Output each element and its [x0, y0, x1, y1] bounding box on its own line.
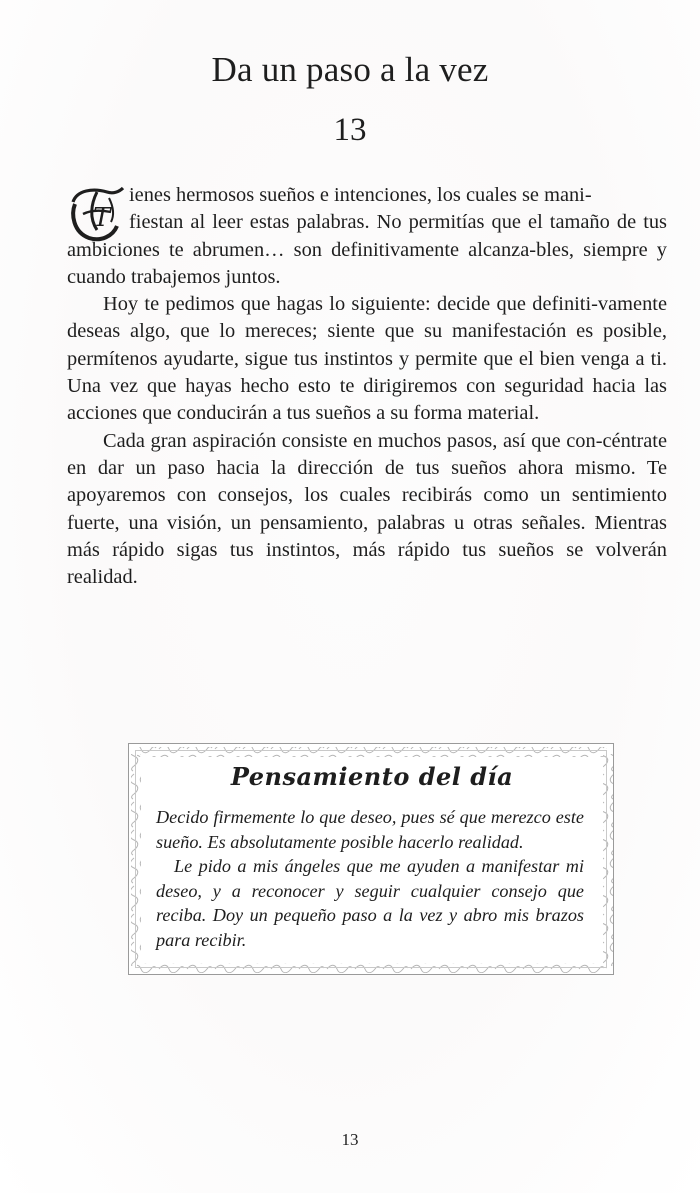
drop-cap-letter: T [93, 203, 111, 233]
thought-box-text [156, 805, 584, 952]
body-text [67, 182, 667, 591]
page-number: 13 [341, 1130, 359, 1149]
thought-box-title: Pensamiento del día [230, 762, 514, 791]
chapter-number: 13 [333, 112, 367, 148]
paragraph-1-line-1: ienes hermosos sueños e intenciones, los cuales se mani- [129, 184, 592, 206]
thought-paragraph-1: Decido firmemente lo que deseo, pues sé que merezco este sueño. Es absolutamente posible hacerlo realidad. [156, 807, 584, 852]
paragraph-2: Hoy te pedimos que hagas lo siguiente: decide que definiti-vamente deseas algo, que lo mereces; siente que su manifestación es posible, permítenos ayudarte, sigue tus instintos y permite que el bien venga a ti. Una vez que hayas hecho esto te dirigiremos con seguridad hacia las acciones que conducirán a tus sueños a su forma material. [67, 293, 667, 425]
paragraph-3: Cada gran aspiración consiste en muchos pasos, así que con-céntrate en dar un paso hacia la dirección de tus sueños ahora mismo. Te apoyaremos con consejos, los cuales recibirás como un sentimiento fuerte, una visión, un pensamiento, palabras u otras señales. Mientras más rápido sigas tus instintos, más rápido tus sueños se volverán realidad. [67, 429, 667, 589]
drop-cap-ornament [67, 184, 127, 244]
thought-paragraph-2: Le pido a mis ángeles que me ayuden a manifestar mi deseo, y a reconocer y seguir cualquier consejo que reciba. Doy un pequeño paso a la vez y abro mis brazos para recibir. [156, 856, 584, 950]
thought-of-the-day-box [128, 743, 614, 975]
paragraph-1-continuation: fiestan al leer estas palabras. No permitías que el tamaño de tus ambiciones te abrumen… son definitivamente alcanza-bles, siempre y cuando trabajemos juntos. [67, 211, 667, 288]
paragraph-1 [67, 182, 667, 291]
chapter-title: Da un paso a la vez [211, 50, 489, 89]
